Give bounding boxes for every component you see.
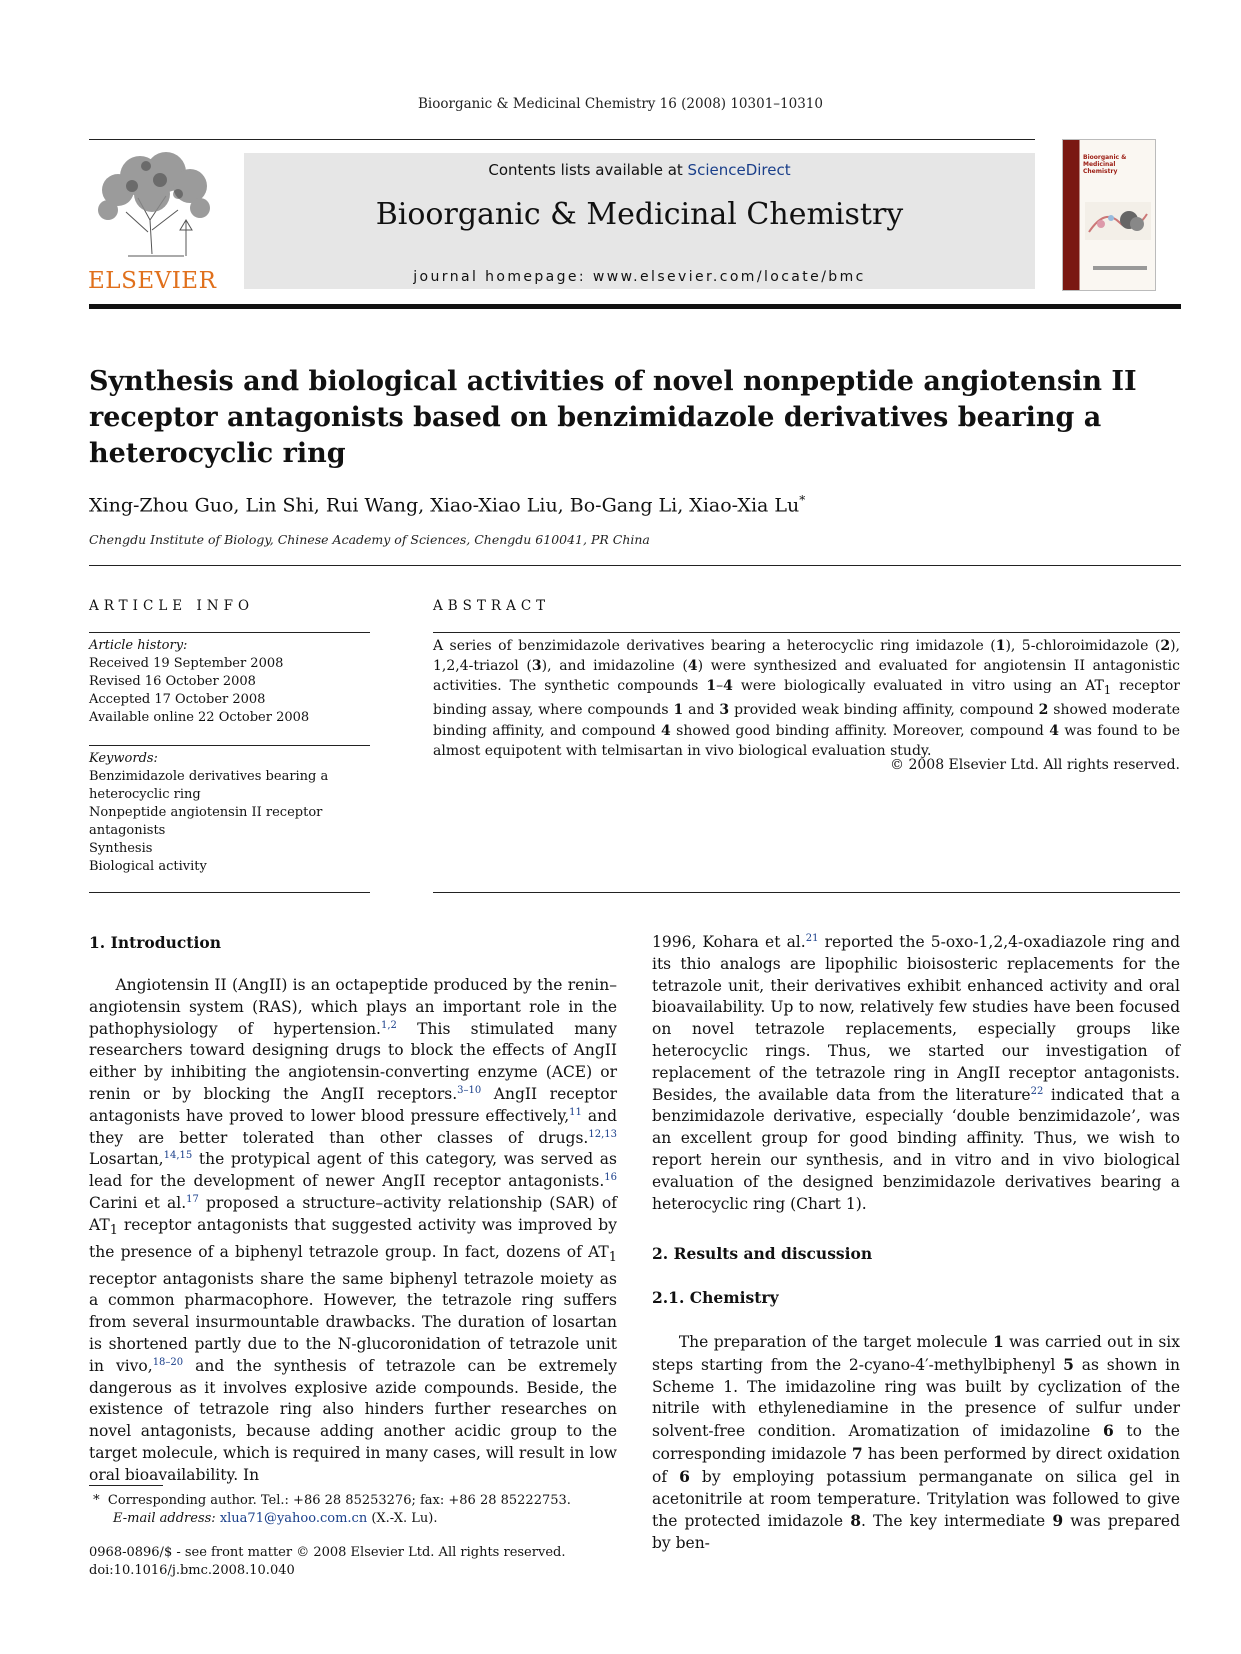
article-info-heading: ARTICLE INFO xyxy=(89,598,255,614)
chemistry-paragraph: The preparation of the target molecule 1 was carried out in six steps starting from the 2-cyano-4′-methylbiphenyl 5 as shown in Scheme 1. The imidazoline ring was built by cyclization of the nitrile with ethylenediamine in the presence of sulfur under solvent-free condition. Aromatization of imidazoline 6 to the corresponding imidazole 7 has been performed by direct oxidation of 6 by employing potassium permanganate on silica gel in acetonitrile at room temperature. Tritylation was followed to give the protected imidazole 8. The key intermediate 9 was prepared by ben- xyxy=(652,1332,1181,1553)
keyword-item: Biological activity xyxy=(89,859,207,874)
abstract-heading: ABSTRACT xyxy=(433,598,551,614)
intro-paragraph: Angiotensin II (AngII) is an octapeptide produced by the renin–angiotensin system (RAS), which plays an important role in the pathophysiology of hypertension.$^{1,2}$ This stimulated many researchers toward designing drugs to block the effects of AngII either by inhibiting the angiotensin-converting enzyme (ACE) or renin or by blocking the AngII receptors.$^{3-10}$ AngII receptor antagonists have proved to lower blood pressure effectively,$^{11}$ and they are better tolerated than other classes of drugs.$^{12,13}$ Losartan,$^{14,15}$ the protypical agent of this category, was served as lead for the development of newer AngII receptor antagonists.$^{16}$ Carini et al.$^{17}$ proposed a structure–activity relationship (SAR) of $AT_1$ receptor antagonists that suggested activity was improved by the presence of a biphenyl tetrazole group. In fact, dozens of $AT_1$ receptor antagonists share the same biphenyl tetrazole moiety as a common pharmacophore. However, the tetrazole ring suffers from several insurmountable drawbacks. The duration of losartan is shortened partly due to the N-glucoronidation of tetrazole unit in vivo,$^{18-20}$ and the synthesis of tetrazole can be extremely dangerous as it involves explosive azide compounds. Beside, the existence of tetrazole ring also hinders further researches on novel antagonists, because adding another acidic group to the target molecule, which is required in many cases, will result in low oral bioavailability. In xyxy=(89,976,617,1484)
contents-prefix: Contents lists available at xyxy=(488,161,688,179)
elsevier-wordmark: ELSEVIER xyxy=(88,268,217,294)
cover-publisher-icon xyxy=(1093,264,1147,272)
keywords-label: Keywords: xyxy=(89,751,158,766)
history-item: Revised 16 October 2008 xyxy=(89,674,256,689)
email-label: E-mail address: xyxy=(113,1511,220,1526)
elsevier-tree-icon xyxy=(88,150,220,262)
affiliation-rule xyxy=(89,565,1181,566)
history-item: Accepted 17 October 2008 xyxy=(89,692,266,707)
abstract-bottom-rule xyxy=(433,892,1180,893)
history-item: Received 19 September 2008 xyxy=(89,656,284,671)
sciencedirect-link[interactable]: ScienceDirect xyxy=(687,161,791,179)
footnote-line: * Corresponding author. Tel.: +86 28 85253276; fax: +86 28 85222753. xyxy=(89,1493,571,1508)
email-link[interactable]: xlua71@yahoo.com.cn xyxy=(219,1511,368,1526)
intro-heading: 1. Introduction xyxy=(89,933,221,952)
corresponding-mark: * xyxy=(799,493,806,507)
keyword-item: Synthesis xyxy=(89,841,153,856)
abstract-text: A series of benzimidazole derivatives bearing a heterocyclic ring imidazole (1), 5-chloroimidazole (2), 1,2,4-triazol (3), and imidazoline (4) were synthesized and evaluated for angiotensin II antagonistic activities. The synthetic compounds 1–4 were biologically evaluated in vitro using an $AT_1$ receptor binding assay, where compounds 1 and 3 provided weak binding affinity, compound 2 showed moderate binding affinity, and compound 4 showed good binding affinity. Moreover, compound 4 was found to be almost equipotent with telmisartan in vivo biological evaluation study. xyxy=(433,638,1180,759)
keyword-item: heterocyclic ring xyxy=(89,787,201,802)
keywords xyxy=(89,750,379,876)
cover-title: Bioorganic & Medicinal Chemistry xyxy=(1083,154,1127,175)
keyword-item: Nonpeptide angiotensin II receptor xyxy=(89,805,323,820)
history-label: Article history: xyxy=(89,638,188,653)
front-matter xyxy=(89,1544,629,1580)
issn-line: 0968-0896/$ - see front matter © 2008 Elsevier Ltd. All rights reserved. xyxy=(89,1545,566,1560)
article-history xyxy=(89,637,379,727)
footnote-rule xyxy=(89,1485,163,1486)
contents-line xyxy=(244,161,1035,179)
keyword-item: Benzimidazole derivatives bearing a xyxy=(89,769,329,784)
corresponding-text: Corresponding author. Tel.: +86 28 85253276; fax: +86 28 85222753. xyxy=(107,1493,571,1508)
keyword-item: antagonists xyxy=(89,823,166,838)
header-thick-rule xyxy=(89,304,1181,309)
cover-molecule-icon xyxy=(1085,202,1151,240)
authors-text: Xing-Zhou Guo, Lin Shi, Rui Wang, Xiao-Xiao Liu, Bo-Gang Li, Xiao-Xia Lu xyxy=(89,494,800,517)
email-suffix: (X.-X. Lu). xyxy=(367,1511,438,1526)
history-rule xyxy=(89,745,370,746)
running-citation: Bioorganic & Medicinal Chemistry 16 (2008) 10301–10310 xyxy=(418,96,823,112)
journal-banner xyxy=(244,153,1035,289)
keywords-rule xyxy=(89,892,370,893)
journal-homepage[interactable]: journal homepage: www.elsevier.com/locate/bmc xyxy=(413,269,866,285)
intro-continued-paragraph: 1996, Kohara et al.$^{21}$ reported the 5-oxo-1,2,4-oxadiazole ring and its thio analogs are lipophilic bioisosteric replacements for the tetrazole unit, their derivatives exhibit enhanced activity and oral bioavailability. Up to now, relatively few studies have been focused on novel tetrazole replacements, especially groups like heterocyclic rings. Thus, we started our investigation of replacement of the tetrazole ring in AngII receptor antagonists. Besides, the available data from the literature$^{22}$ indicated that a benzimidazole derivative, especially ‘double benzimidazole’, was an excellent group for good binding affinity. Thus, we wish to report herein our synthesis, and in vitro and in vivo biological evaluation of the designed benzimidazole derivatives bearing a heterocyclic ring (Chart 1). xyxy=(652,932,1180,1213)
results-heading: 2. Results and discussion xyxy=(652,1244,873,1263)
history-item: Available online 22 October 2008 xyxy=(89,710,310,725)
author-list xyxy=(89,493,805,516)
journal-cover xyxy=(1062,139,1156,291)
header-rule xyxy=(89,139,1035,140)
footnote-email-line xyxy=(89,1510,629,1528)
elsevier-logo xyxy=(88,150,220,294)
abstract-rule xyxy=(433,632,1180,633)
doi-line[interactable]: doi:10.1016/j.bmc.2008.10.040 xyxy=(89,1563,295,1578)
article-info-rule xyxy=(89,632,370,633)
chemistry-heading: 2.1. Chemistry xyxy=(652,1288,779,1307)
journal-name: Bioorganic & Medicinal Chemistry xyxy=(375,197,904,232)
article-title: Synthesis and biological activities of novel nonpeptide angiotensin II receptor antagonists based on benzimidazole derivatives bearing a heterocyclic ring xyxy=(89,366,1137,469)
affiliation: Chengdu Institute of Biology, Chinese Academy of Sciences, Chengdu 610041, PR China xyxy=(89,532,650,547)
footnote-corresponding xyxy=(89,1492,629,1528)
abstract-copyright: © 2008 Elsevier Ltd. All rights reserved. xyxy=(890,757,1180,773)
